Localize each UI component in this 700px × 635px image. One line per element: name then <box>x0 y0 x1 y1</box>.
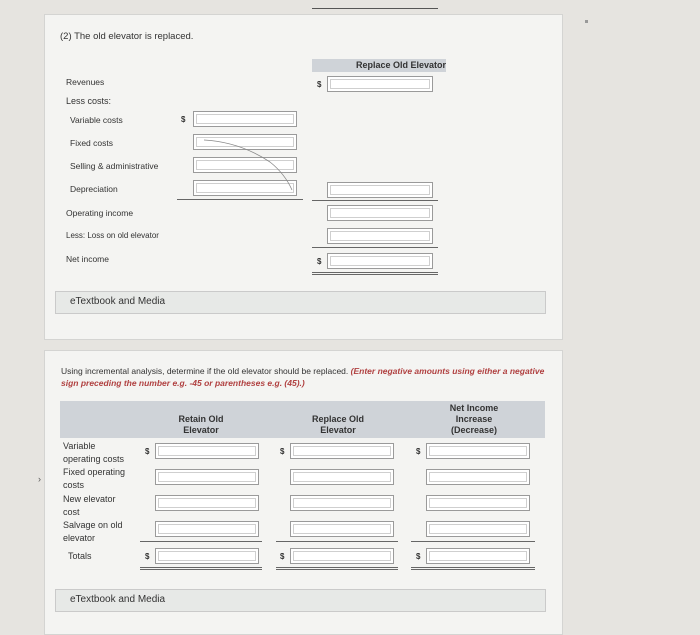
replace-column-header-label: Replace Old Elevator <box>355 60 446 70</box>
dollar-sign: $ <box>280 552 285 561</box>
revenues-input[interactable] <box>327 76 433 92</box>
net-income-double-rule-2 <box>312 274 438 275</box>
dollar-sign: $ <box>416 447 421 456</box>
pencil-mark <box>200 132 296 194</box>
row-label-fixed-costs: Fixed costs <box>70 138 113 148</box>
replace-total-rule <box>276 541 398 542</box>
diff-salvage-input[interactable] <box>426 521 530 537</box>
diff-double-rule-2 <box>411 569 535 570</box>
replace-double-rule-1 <box>276 567 398 568</box>
retain-variable-input[interactable] <box>155 443 259 459</box>
row-label-less-costs: Less costs: <box>66 96 112 106</box>
dollar-sign: $ <box>280 447 285 456</box>
dollar-sign: $ <box>145 447 150 456</box>
diff-fixed-input[interactable] <box>426 469 530 485</box>
replace-variable-input[interactable] <box>290 443 394 459</box>
incremental-instruction: Using incremental analysis, determine if the old elevator should be replaced. (Enter negative amounts using either a negative sign preceding the number e.g. -45 or parentheses e.g. (45).) <box>61 366 545 388</box>
net-income-input[interactable] <box>327 253 433 269</box>
row-label-loss-old-elevator: Less: Loss on old elevator <box>66 231 159 240</box>
retain-salvage-input[interactable] <box>155 521 259 537</box>
replace-total-input[interactable] <box>290 548 394 564</box>
dollar-sign: $ <box>181 115 186 124</box>
row-label-new-elevator-cost: New elevator cost <box>63 494 116 517</box>
replace-fixed-input[interactable] <box>290 469 394 485</box>
row-label-depreciation: Depreciation <box>70 184 118 194</box>
part2-title: (2) The old elevator is replaced. <box>60 31 194 42</box>
top-rule <box>312 8 438 9</box>
col-replace-old-elevator: Replace Old Elevator <box>311 414 365 435</box>
etextbook-link[interactable]: eTextbook and Media <box>55 589 546 612</box>
row-label-selling-admin: Selling & administrative <box>70 161 159 171</box>
dollar-sign: $ <box>317 257 322 266</box>
diff-double-rule-1 <box>411 567 535 568</box>
etextbook-link[interactable]: eTextbook and Media <box>55 291 546 314</box>
net-income-double-rule-1 <box>312 272 438 273</box>
right-rule-1 <box>312 200 438 201</box>
retain-total-rule <box>140 541 262 542</box>
right-rule-2 <box>312 247 438 248</box>
diff-new-elevator-input[interactable] <box>426 495 530 511</box>
stray-dot <box>585 20 588 23</box>
row-label-variable-operating-costs: Variable operating costs <box>63 441 125 464</box>
row-label-net-income: Net income <box>66 254 109 264</box>
loss-old-elevator-input[interactable] <box>327 228 433 244</box>
dollar-sign: $ <box>416 552 421 561</box>
costs-subtotal-rule <box>177 199 303 200</box>
cursor-mark: › <box>38 474 41 484</box>
retain-fixed-input[interactable] <box>155 469 259 485</box>
retain-double-rule-1 <box>140 567 262 568</box>
replace-new-elevator-input[interactable] <box>290 495 394 511</box>
retain-total-input[interactable] <box>155 548 259 564</box>
retain-new-elevator-input[interactable] <box>155 495 259 511</box>
replace-salvage-input[interactable] <box>290 521 394 537</box>
row-label-salvage-old-elevator: Salvage on old elevator <box>63 520 123 543</box>
col-net-income-change: Net Income Increase (Decrease) <box>449 403 499 435</box>
replace-double-rule-2 <box>276 569 398 570</box>
variable-costs-input[interactable] <box>193 111 297 127</box>
diff-total-input[interactable] <box>426 548 530 564</box>
diff-variable-input[interactable] <box>426 443 530 459</box>
row-label-operating-income: Operating income <box>66 208 134 218</box>
retain-double-rule-2 <box>140 569 262 570</box>
dollar-sign: $ <box>145 552 150 561</box>
row-label-fixed-operating-costs: Fixed operating costs <box>63 467 126 490</box>
row-label-revenues: Revenues <box>66 77 105 87</box>
dollar-sign: $ <box>317 80 322 89</box>
row-label-totals: Totals <box>68 551 92 561</box>
diff-total-rule <box>411 541 535 542</box>
col-retain-old-elevator: Retain Old Elevator <box>178 414 224 435</box>
operating-income-input[interactable] <box>327 205 433 221</box>
total-costs-input[interactable] <box>327 182 433 198</box>
row-label-variable-costs: Variable costs <box>70 115 123 125</box>
